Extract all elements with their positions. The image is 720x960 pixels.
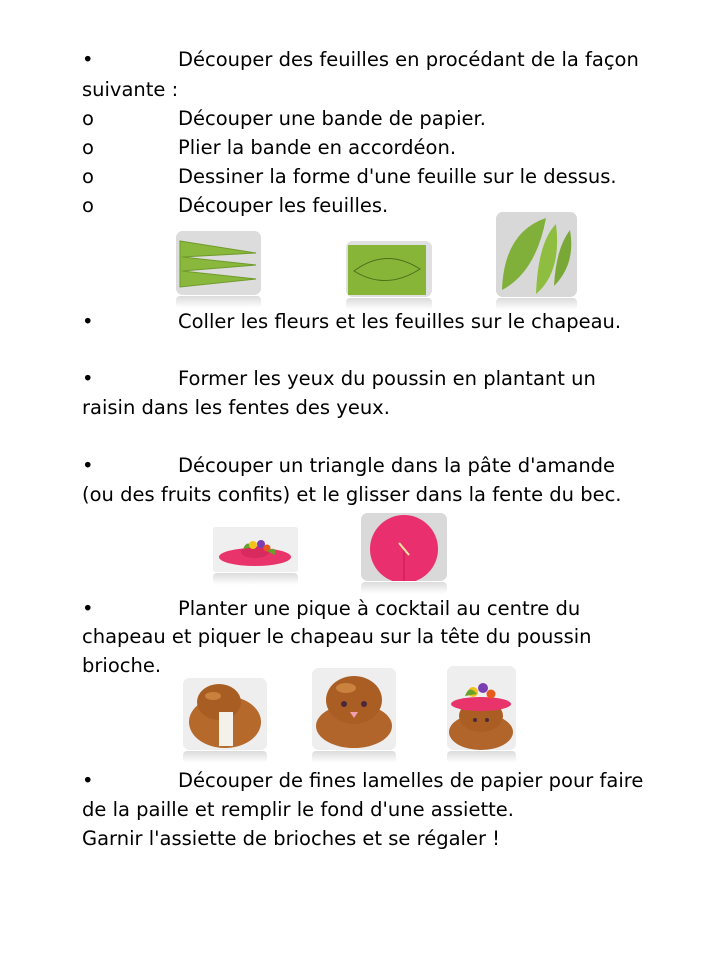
bullet: •: [82, 310, 94, 333]
bullet: •: [82, 769, 94, 792]
step-continuation: raisin dans les fentes des yeux.: [82, 396, 390, 419]
cut-leaves-photo: [496, 212, 577, 297]
step-text: Former les yeux du poussin en plantant un: [178, 367, 596, 390]
step-text: Découper des feuilles en procédant de la façon: [178, 48, 639, 71]
substep-bullet: o: [82, 107, 94, 130]
step-eyes-line-2: [82, 394, 390, 422]
step-continuation: chapeau et piquer le chapeau sur la tête du poussin: [82, 625, 592, 648]
step-straw-line-3: [82, 825, 500, 853]
step-leaves-line-2: [82, 76, 178, 104]
step-continuation: Garnir l'assiette de brioches et se régaler !: [82, 827, 500, 850]
accordion-paper-photo: [176, 231, 261, 295]
substep-bullet: o: [82, 136, 94, 159]
step-text: Planter une pique à cocktail au centre du: [178, 597, 581, 620]
step-straw-line-2: [82, 796, 514, 824]
step-beak-line-2: [82, 481, 622, 509]
substep-text: Découper les feuilles.: [178, 194, 389, 217]
decorated-hat-image: [213, 527, 298, 572]
brioche-with-beak-image: [183, 678, 267, 750]
substep-text: Dessiner la forme d'une feuille sur le dessus.: [178, 165, 617, 188]
substep-text: Plier la bande en accordéon.: [178, 136, 457, 159]
photo-reflection: [312, 751, 396, 763]
brioche-face-image: [312, 668, 396, 750]
cut-leaves-image: [496, 212, 577, 297]
step-continuation: suivante :: [82, 78, 179, 101]
photo-reflection: [361, 582, 447, 594]
substep-bullet: o: [82, 165, 94, 188]
bullet: •: [82, 454, 94, 477]
photo-reflection: [213, 573, 298, 585]
bullet: •: [82, 48, 94, 71]
substep-text: Découper une bande de papier.: [178, 107, 486, 130]
step-hat-line-2: [82, 623, 592, 651]
step-text: Coller les fleurs et les feuilles sur le chapeau.: [178, 310, 622, 333]
step-continuation: brioche.: [82, 654, 162, 677]
bullet: •: [82, 597, 94, 620]
brioche-face-photo: [312, 668, 396, 750]
brioche-with-hat-image: [447, 666, 516, 750]
step-continuation: (ou des fruits confits) et le glisser dans la fente du bec.: [82, 483, 622, 506]
accordion-paper-image: [176, 231, 261, 295]
hat-cone-photo: [361, 513, 447, 581]
photo-reflection: [447, 751, 516, 763]
decorated-hat-photo: [213, 527, 298, 572]
step-text: Découper un triangle dans la pâte d'amande: [178, 454, 616, 477]
hat-cone-image: [361, 513, 447, 581]
photo-reflection: [183, 751, 267, 763]
substep-bullet: o: [82, 194, 94, 217]
photo-reflection: [176, 296, 261, 308]
step-continuation: de la paille et remplir le fond d'une assiette.: [82, 798, 514, 821]
step-hat-line-3: [82, 652, 161, 680]
brioche-with-hat-photo: [447, 666, 516, 750]
leaf-outline-image: [346, 241, 432, 297]
brioche-with-beak-photo: [183, 678, 267, 750]
step-text: Découper de fines lamelles de papier pour faire: [178, 769, 644, 792]
bullet: •: [82, 367, 94, 390]
leaf-outline-photo: [346, 241, 432, 297]
